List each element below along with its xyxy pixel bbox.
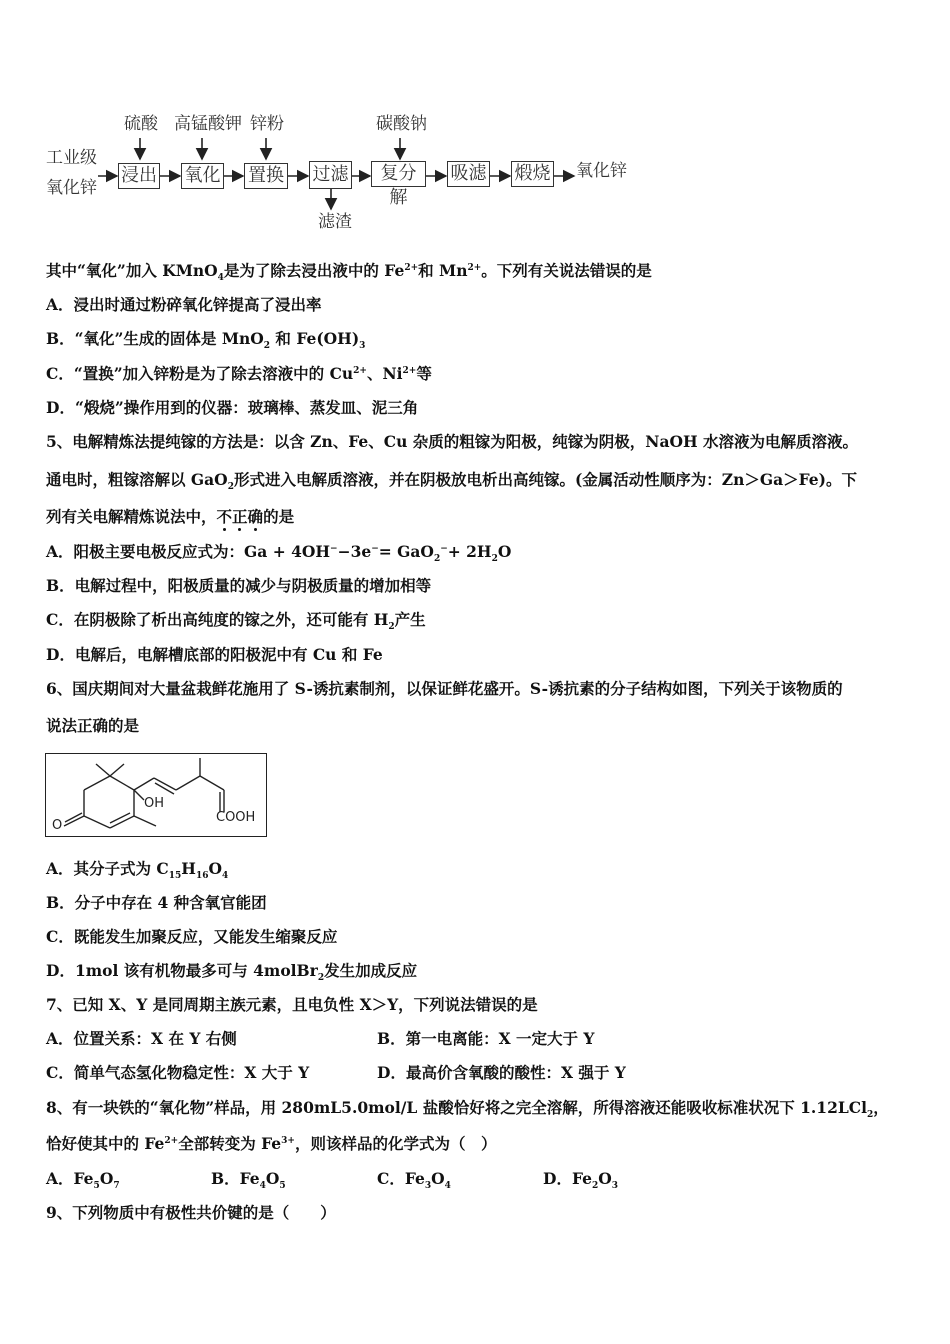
q8-stem-line2: 恰好使其中的 $Fe^{2+}$全部转变为 $Fe^{3+}$，则该样品的化学式为（ ） [46,1134,497,1153]
q5-stem-line3: 列有关电解精炼说法中，不正确的是 [46,507,295,526]
reagent-sodium-carbonate: 碳酸钠 [376,114,427,134]
q6-stem-line1: 6、国庆期间对大量盆栽鲜花施用了 S-诱抗素制剂，以保证鲜花盛开。S-诱抗素的分子结构如图，下列关于该物质的 [46,679,843,698]
step-double-decomposition: 复分解 [371,161,426,187]
q5-option-d[interactable]: D．电解后，电解槽底部的阳极泥中有 Cu 和 Fe [46,645,383,664]
q5-stem-line2: 通电时，粗镓溶解以 GaO$_2$形式进入电解质溶液，并在阴极放电析出高纯镓。(金属活动性顺序为：Zn＞Ga＞Fe)。下 [46,470,858,493]
reagent-kmno4: 高锰酸钾 [174,114,242,134]
q6-option-d[interactable]: D．1mol 该有机物最多可与 4molBr$_2$发生加成反应 [46,961,418,984]
q8-option-b[interactable]: B．$Fe_4O_5$ [211,1169,286,1192]
q6-option-a[interactable]: A．其分子式为 $C_{15}H_{16}O_4$ [46,859,229,882]
q8-option-d[interactable]: D．$Fe_2O_3$ [543,1169,619,1192]
start-label-1: 工业级 [46,148,97,168]
byproduct-residue: 滤渣 [318,212,352,232]
q5-stem-line1: 5、电解精炼法提纯镓的方法是：以含 Zn、Fe、Cu 杂质的粗镓为阳极，纯镓为阴极，NaOH 水溶液为电解质溶液。 [46,432,859,451]
q5-option-a[interactable]: A．阳极主要电极反应式为：$Ga + 4OH^--3e^-= GaO_2^-+ 2H_2O$ [46,542,512,565]
q7-option-d[interactable]: D．最高价含氧酸的酸性：X 强于 Y [377,1063,626,1082]
q4-option-d[interactable]: D．“煅烧”操作用到的仪器：玻璃棒、蒸发皿、泥三角 [46,398,419,417]
step-oxidation: 氧化 [181,163,224,189]
molecular-structure-figure [45,753,267,837]
hydroxyl-label: OH [144,796,165,811]
q5-option-c[interactable]: C．在阴极除了析出高纯度的镓之外，还可能有 $H_2$产生 [46,610,426,633]
step-filtration: 过滤 [309,161,352,189]
carboxyl-label: COOH [216,810,256,825]
q4-option-a[interactable]: A．浸出时通过粉碎氧化锌提高了浸出率 [46,295,322,314]
q5-option-b[interactable]: B．电解过程中，阳极质量的减少与阴极质量的增加相等 [46,576,432,595]
step-suction-filtration: 吸滤 [447,161,490,187]
q4-option-b[interactable]: B．“氧化”生成的固体是 MnO$_2$ 和 $Fe(OH)_3$ [46,329,366,352]
step-calcination: 煅烧 [511,161,554,187]
step-replacement: 置换 [244,163,288,189]
start-label-2: 氧化锌 [46,178,97,198]
process-flowchart [40,108,640,240]
q8-stem-line1: 8、有一块铁的“氧化物”样品，用 280mL5.0mol/L 盐酸恰好将之完全溶解，所得溶液还能吸收标准状况下 1.12LCl$_2$， [46,1098,889,1121]
q6-stem-line2: 说法正确的是 [46,716,140,735]
q7-option-b[interactable]: B．第一电离能：X 一定大于 Y [377,1029,595,1048]
q7-stem: 7、已知 X、Y 是同周期主族元素，且电负性 X＞Y，下列说法错误的是 [46,995,538,1014]
q8-option-c[interactable]: C．$Fe_3O_4$ [377,1169,451,1192]
q6-option-b[interactable]: B．分子中存在 4 种含氧官能团 [46,893,267,912]
step-leaching: 浸出 [118,163,160,189]
product-zinc-oxide: 氧化锌 [576,161,627,181]
q8-option-a[interactable]: A．$Fe_5O_7$ [46,1169,120,1192]
q9-stem: 9、下列物质中有极性共价键的是（ ） [46,1203,336,1222]
q7-option-c[interactable]: C．简单气态氢化物稳定性：X 大于 Y [46,1063,310,1082]
reagent-sulfuric-acid: 硫酸 [124,114,158,134]
q4-stem: 其中“氧化”加入 KMnO$_4$是为了除去浸出液中的 $Fe^{2+}$和 $Mn^{2+}$。下列有关说法错误的是 [46,261,652,284]
q7-option-a[interactable]: A．位置关系：X 在 Y 右侧 [46,1029,237,1048]
ketone-oxygen-label: O [52,818,63,833]
q4-option-c[interactable]: C．“置换”加入锌粉是为了除去溶液中的 $Cu^{2+}$、$Ni^{2+}$等 [46,364,432,383]
q6-option-c[interactable]: C．既能发生加聚反应，又能发生缩聚反应 [46,927,338,946]
reagent-zinc-powder: 锌粉 [250,114,284,134]
